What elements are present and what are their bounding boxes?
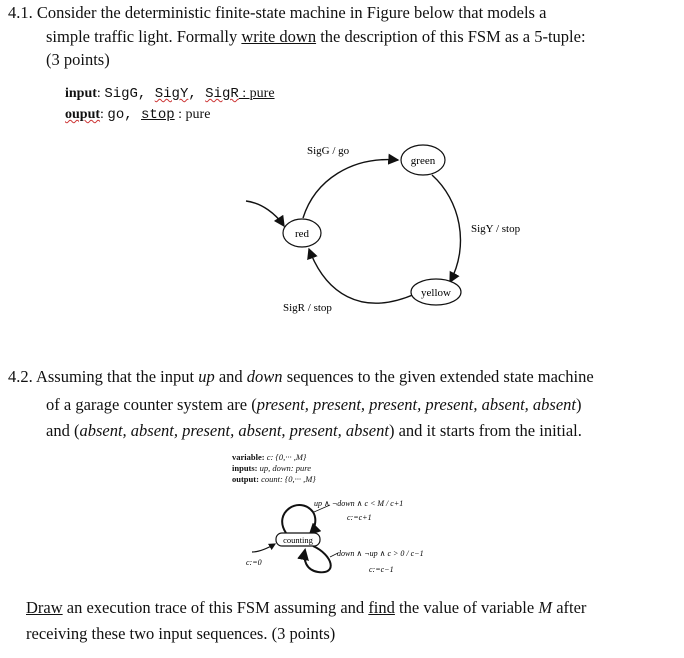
up-guard: up ∧ ¬down ∧ c < M / c+1 [314,499,404,508]
sigG-text: SigG, [104,86,155,102]
down-word: down [246,367,283,386]
final-line2: receiving these two input sequences. (3 points) [26,624,336,643]
state-green-label: green [410,155,436,167]
q42-text-1b: and [214,367,247,386]
variable-m: M [538,598,553,617]
q42-number: 4.2. [8,367,33,386]
up-word: up [198,367,215,386]
q42-text-3b: ) and it starts from the initial. [388,421,582,440]
q42-text-3a: and ( [46,421,80,440]
q42-text-1a: Assuming that the input [35,367,199,386]
edge-red-label: SigR / stop [283,302,332,314]
final-text3: after [552,598,587,617]
down-self-loop [304,546,330,572]
inputs-value: up, down: pure [257,463,312,473]
counter-initial-arrow [252,544,275,552]
down-action: c:=c−1 [369,565,394,574]
up-self-loop [282,505,315,534]
final-text1: an execution trace of this FSM assuming and [62,598,369,617]
final-line1 [26,598,586,618]
init-action: c:=0 [246,558,262,567]
down-guard: down ∧ ¬up ∧ c > 0 / c−1 [337,549,424,558]
q41-text-line1: Consider the deterministic finite-state machine in Figure below that models a [36,3,547,22]
sigY-text: SigY [154,86,189,102]
sigR-text: SigR [205,86,239,102]
output-label: ouput [65,107,101,122]
q41-text-line2b: the description of this FSM as a 5-tuple: [316,27,586,46]
up-action: c:=c+1 [347,513,372,522]
go-text: go, [107,107,142,123]
find-word: find [368,598,395,617]
output-value: count: {0,··· ,M} [258,474,316,484]
draw-word: Draw [26,598,63,617]
final-text2: the value of variable [394,598,539,617]
edge-yellow-label: SigY / stop [471,223,521,235]
output-sep: : [100,107,108,122]
q42-text-1c: sequences to the given extended state machine [282,367,594,386]
q42-text-2a: of a garage counter system are ( [46,395,257,414]
state-counting-label: counting [283,535,313,545]
variable-value: c: {0,··· ,M} [264,452,307,462]
q41-points: (3 points) [46,50,110,69]
output-type: : pure [174,107,211,122]
q42-text-2b: ) [576,395,582,414]
sequence-2: absent, absent, present, absent, present, absent [79,421,389,440]
variable-label: variable: [232,452,265,462]
stop-text: stop [141,107,175,123]
input-sep: : [96,86,105,101]
input-type: : pure [238,86,275,101]
comma: , [188,86,206,102]
state-yellow-label: yellow [421,287,451,299]
inputs-label: inputs: [232,463,258,473]
output-label-2: output: [232,474,259,484]
q41-text-line2a: simple traffic light. Formally [46,27,242,46]
edge-green-label: SigG / go [307,145,350,157]
input-label: input [65,86,97,101]
state-red-label: red [294,228,310,240]
q41-number: 4.1. [8,3,33,22]
sequence-1: present, present, present, present, absent, absent [256,395,576,414]
write-down-link: write down [241,27,317,46]
